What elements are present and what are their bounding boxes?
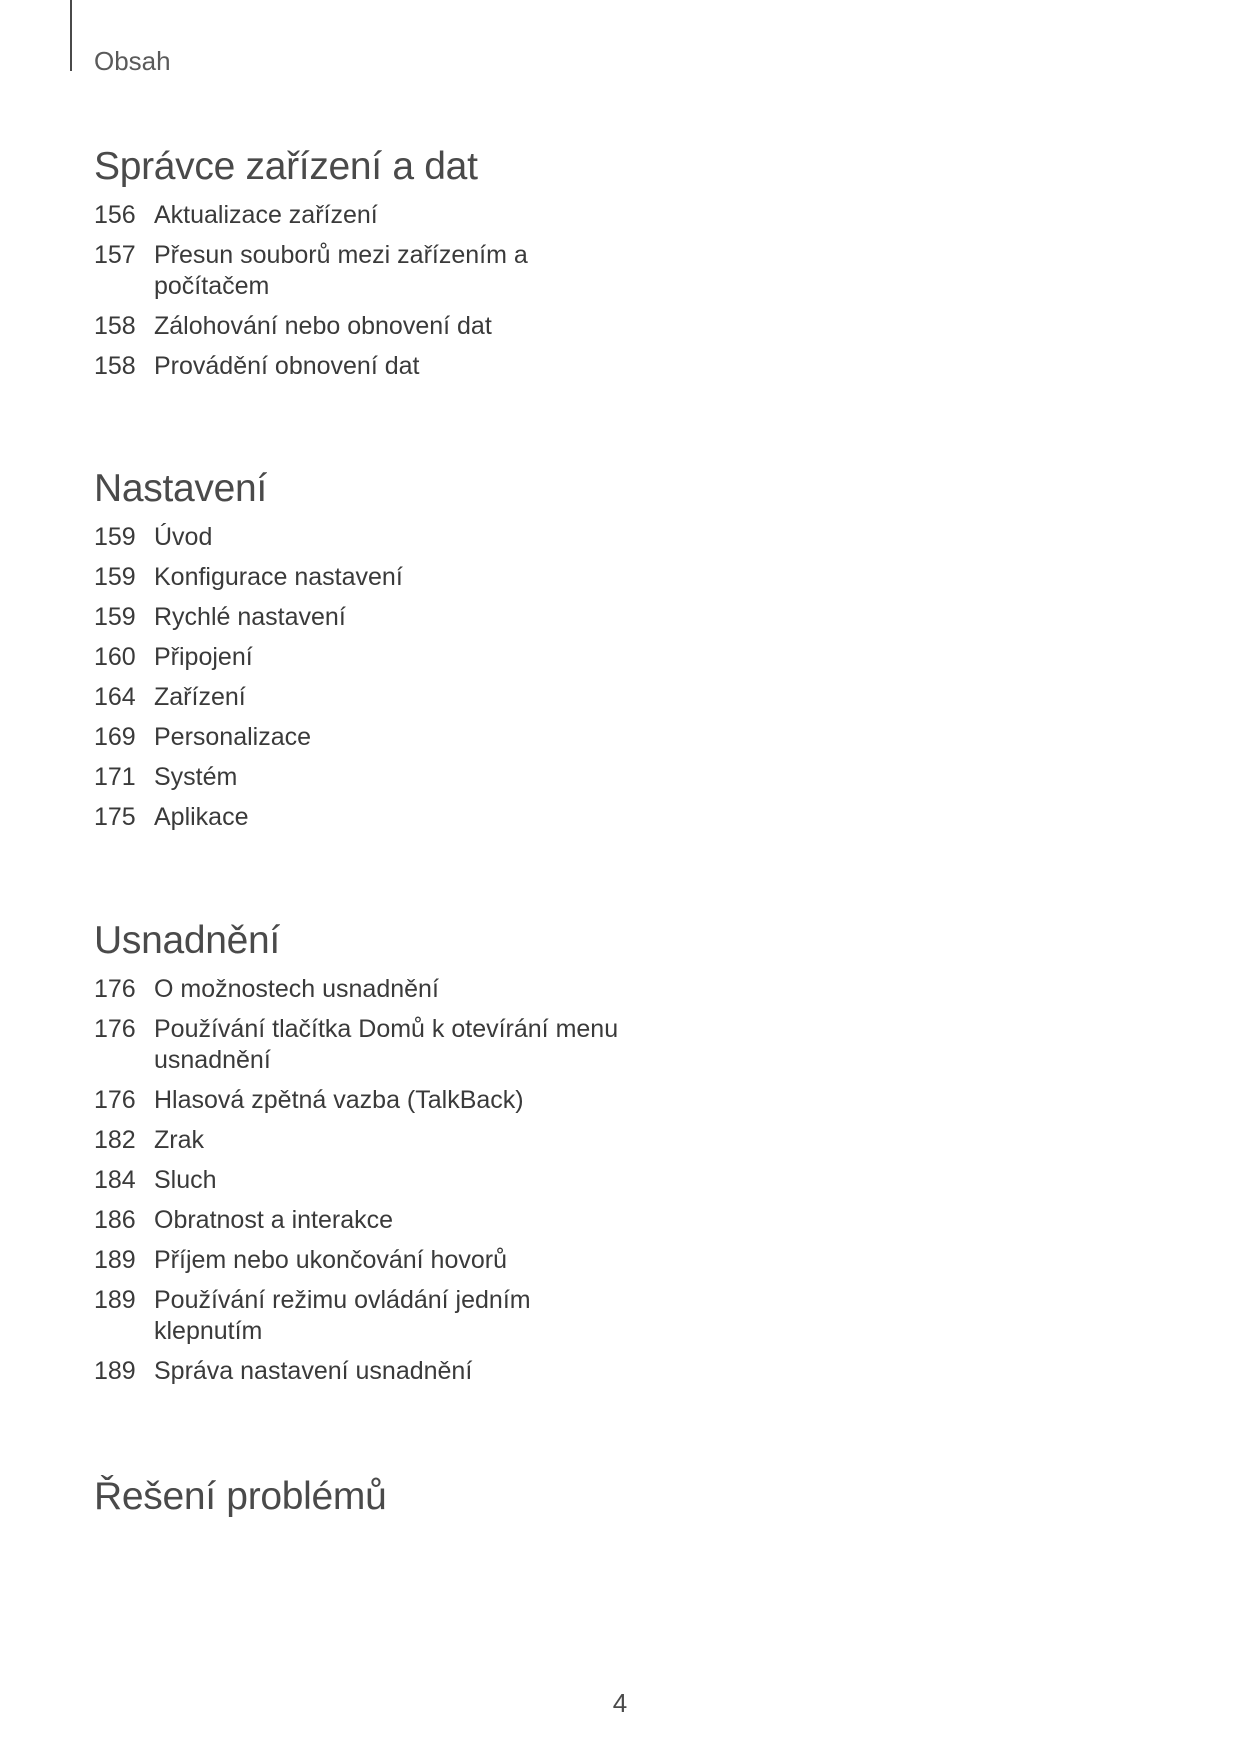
toc-entry-title-line: Sluch [154,1166,217,1194]
toc-entry[interactable] [94,682,854,713]
toc-entry-title-line: počítačem [154,272,270,300]
toc-entry-title [154,1356,854,1387]
header-rule [70,0,72,71]
toc-entry-title-line: Připojení [154,643,253,671]
toc-entry[interactable] [94,974,854,1005]
toc-entry-title [154,351,854,382]
toc-entry-title-line: Zařízení [154,683,246,711]
toc-entry-title [154,240,854,302]
toc-entry-page-number: 175 [94,803,136,831]
toc-entry[interactable] [94,1245,854,1276]
toc-entry[interactable] [94,642,854,673]
toc-entry-title [154,311,854,342]
toc-entry[interactable] [94,722,854,753]
toc-entry-page-number: 176 [94,1015,136,1043]
toc-entry-page-number: 157 [94,241,136,269]
toc-entry-title-line: Hlasová zpětná vazba (TalkBack) [154,1086,524,1114]
section-title: Správce zařízení a dat [94,145,478,188]
toc-entry-title-line: O možnostech usnadnění [154,975,439,1003]
toc-entry-title-line: Správa nastavení usnadnění [154,1357,473,1385]
toc-entry-title [154,642,854,673]
toc-entry-title-line: Obratnost a interakce [154,1206,394,1234]
toc-entry[interactable] [94,311,854,342]
toc-entry-page-number: 189 [94,1286,136,1314]
toc-entry-title [154,562,854,593]
toc-entry-page-number: 169 [94,723,136,751]
toc-entry-title [154,802,854,833]
toc-entry[interactable] [94,762,854,793]
toc-entry-page-number: 182 [94,1126,136,1154]
toc-entry-page-number: 171 [94,763,136,791]
toc-entry[interactable] [94,200,854,231]
toc-entry-title [154,1285,854,1347]
toc-entry-title [154,1165,854,1196]
toc-entry-title-line: Konfigurace nastavení [154,563,403,591]
toc-section-settings [94,466,854,842]
toc-entry[interactable] [94,602,854,633]
toc-entry-page-number: 159 [94,523,136,551]
toc-entry-title [154,1125,854,1156]
toc-entry-page-number: 164 [94,683,136,711]
toc-entry-page-number: 189 [94,1357,136,1385]
toc-entry-title [154,1245,854,1276]
toc-entry[interactable] [94,351,854,382]
toc-entry-page-number: 186 [94,1206,136,1234]
toc-entry-page-number: 156 [94,201,136,229]
toc-entry-title-line: Aktualizace zařízení [154,201,378,229]
toc-entry-page-number: 159 [94,563,136,591]
section-title: Řešení problémů [94,1475,387,1518]
toc-entry-title [154,1085,854,1116]
toc-entry-title-line: Rychlé nastavení [154,603,346,631]
toc-entry[interactable] [94,1014,854,1076]
toc-entry-title-line: Úvod [154,523,213,551]
running-header: Obsah [94,46,171,76]
toc-entry[interactable] [94,1165,854,1196]
toc-entry-page-number: 176 [94,1086,136,1114]
toc-entry[interactable] [94,1085,854,1116]
toc-entry-page-number: 159 [94,603,136,631]
toc-section-accessibility [94,918,854,1396]
toc-entry-title-line: klepnutím [154,1317,263,1345]
toc-entry-title-line: Zálohování nebo obnovení dat [154,312,492,340]
toc-entry[interactable] [94,562,854,593]
toc-entry-title-line: Používání režimu ovládání jedním [154,1286,531,1314]
toc-section-troubleshooting [94,1474,854,1530]
page-number: 4 [612,1688,628,1718]
toc-entry[interactable] [94,522,854,553]
toc-entry[interactable] [94,240,854,302]
toc-entry-page-number: 176 [94,975,136,1003]
toc-entry-page-number: 189 [94,1246,136,1274]
toc-entry[interactable] [94,1285,854,1347]
toc-entry-title-line: Personalizace [154,723,312,751]
toc-entry[interactable] [94,802,854,833]
toc-entry-title [154,682,854,713]
toc-entry-title [154,522,854,553]
toc-entry-title [154,602,854,633]
toc-entry-title [154,762,854,793]
toc-entry-title-line: Systém [154,763,238,791]
toc-entry-title [154,974,854,1005]
toc-entry[interactable] [94,1205,854,1236]
toc-entry-page-number: 158 [94,312,136,340]
toc-entry-title-line: usnadnění [154,1046,271,1074]
toc-entry-title-line: Příjem nebo ukončování hovorů [154,1246,507,1274]
toc-list [94,522,854,833]
toc-entry-page-number: 184 [94,1166,136,1194]
toc-entry-title-line: Přesun souborů mezi zařízením a [154,241,528,269]
toc-section-device-data [94,144,854,391]
toc-entry-page-number: 160 [94,643,136,671]
toc-entry-title-line: Používání tlačítka Domů k otevírání menu [154,1015,619,1043]
section-title: Usnadnění [94,919,280,962]
toc-entry-title-line: Zrak [154,1126,204,1154]
toc-entry-title-line: Aplikace [154,803,249,831]
toc-list [94,974,854,1387]
toc-entry-title-line: Provádění obnovení dat [154,352,420,380]
toc-entry-title [154,1205,854,1236]
toc-entry-title [154,722,854,753]
toc-entry[interactable] [94,1125,854,1156]
toc-entry-title [154,200,854,231]
toc-entry[interactable] [94,1356,854,1387]
toc-entry-title [154,1014,854,1076]
toc-list [94,200,854,382]
toc-entry-page-number: 158 [94,352,136,380]
section-title: Nastavení [94,467,267,510]
